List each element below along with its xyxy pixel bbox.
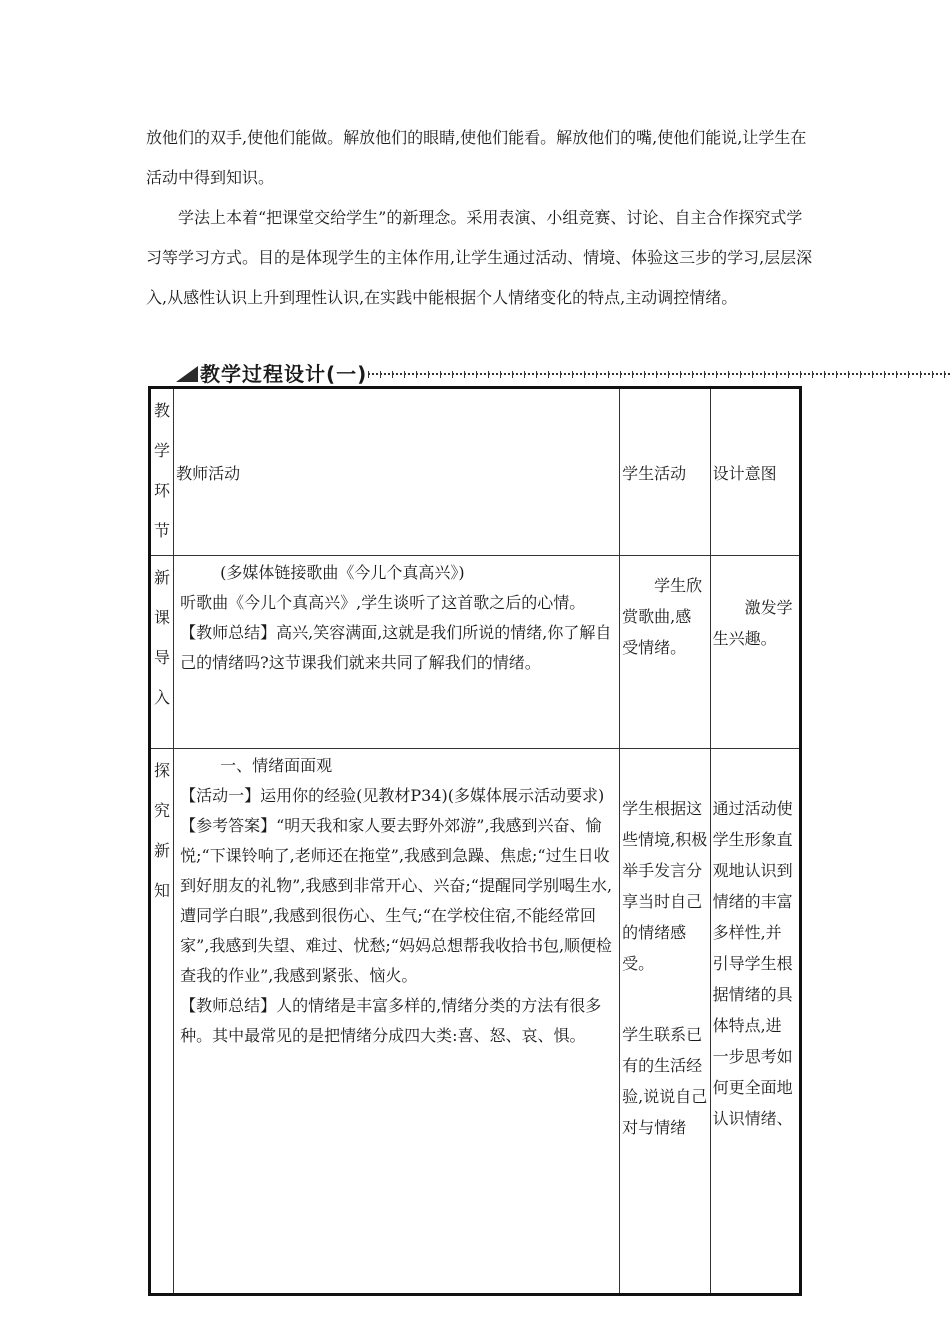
- header-teacher: 教师活动: [174, 388, 620, 556]
- body-paragraph-2: 学法上本着“把课堂交给学生”的新理念。采用表演、小组竞赛、讨论、自主合作探究式学习等学习方式。目的是体现学生的主体作用,让学生通过活动、情境、体验这三步的学习,层层深入,从感性认识上升到理性认识,在实践中能根据个人情绪变化的特点,主动调控情绪。: [146, 208, 813, 307]
- triangle-icon: [176, 366, 198, 382]
- section-title: 教学过程设计(一): [200, 362, 368, 386]
- table-row: [150, 556, 801, 749]
- section-header: [176, 360, 950, 388]
- stage-cell: 探 究 新 知: [150, 749, 174, 1295]
- header-intent: 设计意图: [710, 388, 800, 556]
- lesson-table: [148, 386, 802, 1296]
- student-cell: 学生欣赏歌曲,感受情绪。: [620, 556, 710, 749]
- stage-cell: 新 课 导 入: [150, 556, 174, 749]
- intent-cell: 通过活动使学生形象直观地认识到情绪的丰富多样性,并引导学生根据情绪的具体特点,进一步思考如何更全面地认识情绪、: [710, 749, 800, 1295]
- header-stage: 教 学 环 节: [150, 388, 174, 556]
- table-header-row: [150, 388, 801, 556]
- student-cell: 学生根据这些情境,积极举手发言分享当时自己的情绪感受。 学生联系已有的生活经验,说说自己对与情绪: [620, 749, 710, 1295]
- teacher-cell: (多媒体链接歌曲《今儿个真高兴》) 听歌曲《今儿个真高兴》,学生谈听了这首歌之后的心情。 【教师总结】高兴,笑容满面,这就是我们所说的情绪,你了解自己的情绪吗?这节课我们就来共同了解我们的情绪。: [174, 556, 620, 749]
- teacher-cell: 一、情绪面面观 【活动一】运用你的经验(见教材P34)(多媒体展示活动要求) 【参考答案】“明天我和家人要去野外郊游”,我感到兴奋、愉悦;“下课铃响了,老师还在拖堂”,我感到急躁、焦虑;“过生日收到好朋友的礼物”,我感到非常开心、兴奋;“提醒同学别喝生水,遭同学白眼”,我感到很伤心、生气;“在学校住宿,不能经常回家”,我感到失望、难过、忧愁;“妈妈总想帮我收拾书包,顺便检查我的作业”,我感到紧张、恼火。 【教师总结】人的情绪是丰富多样的,情绪分类的方法有很多种。其中最常见的是把情绪分成四大类:喜、怒、哀、惧。: [174, 749, 620, 1295]
- header-student: 学生活动: [620, 388, 710, 556]
- intent-cell: 激发学生兴趣。: [710, 556, 800, 749]
- table-row: [150, 749, 801, 1295]
- dotted-divider: [368, 373, 950, 375]
- body-paragraph-1: 放他们的双手,使他们能做。解放他们的眼睛,使他们能看。解放他们的嘴,使他们能说,让学生在活动中得到知识。: [146, 128, 807, 187]
